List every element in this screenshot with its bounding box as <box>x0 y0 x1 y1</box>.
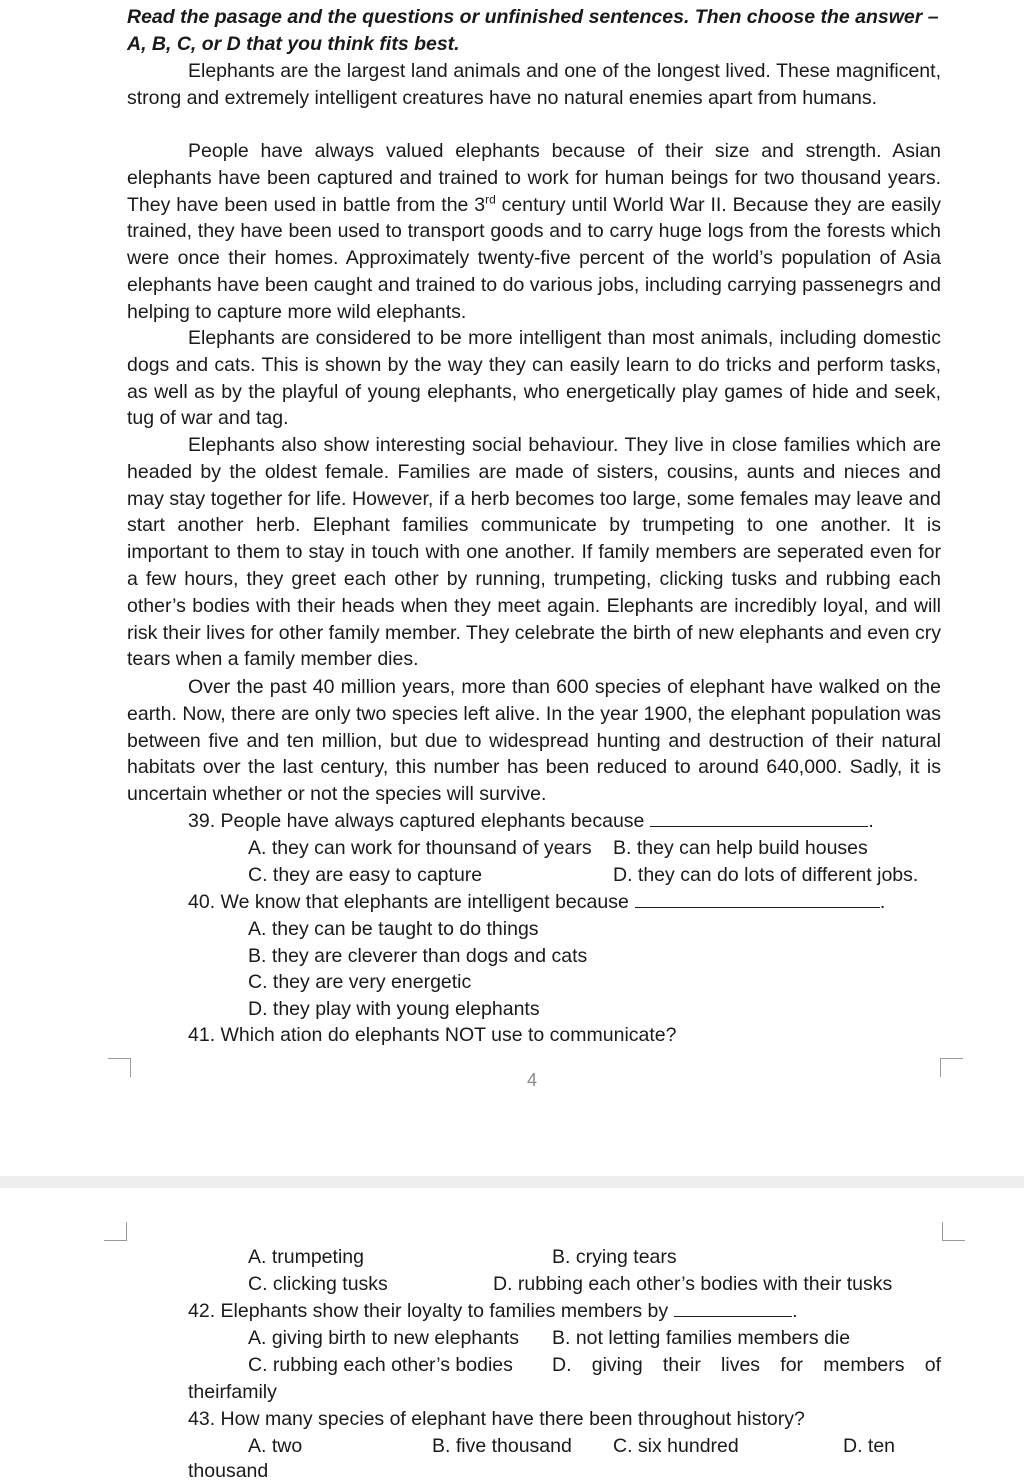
passage-paragraph-2: People have always valued elephants because of their size and strength. Asian elephants have been captured and trained to work for human beings for two thousand years. They have been used in battle from the 3rd century until World War II. Because they are easily trained, they have been used to transport goods and to carry huge logs from the forests which were once their homes. Approximately twenty-five percent of the world’s population of Asia elephants have been caught and trained to do various jobs, including carrying passenegrs and helping to capture more wild elephants. <box>127 140 941 323</box>
crop-mark-top-left <box>104 1222 127 1241</box>
crop-mark-top-right <box>942 1222 965 1241</box>
q40-option-c: C. they are very energetic <box>248 971 472 993</box>
q42-option-d-continued: theirfamily <box>188 1381 277 1403</box>
question-43: 43. How many species of elephant have there been throughout history? <box>188 1408 805 1430</box>
q40-option-b: B. they are cleverer than dogs and cats <box>248 945 588 967</box>
q39-option-c: C. they are easy to capture <box>248 864 483 886</box>
q43-option-d-continued: thousand <box>188 1460 269 1482</box>
q43-option-b: B. five thousand <box>432 1435 572 1457</box>
q41-option-d: D. rubbing each other’s bodies with their tusks <box>493 1273 893 1295</box>
q40-option-d: D. they play with young elephants <box>248 998 540 1020</box>
instructions-line-2: A, B, C, or D that you think fits best. <box>127 33 460 55</box>
passage-paragraph-1: Elephants are the largest land animals and one of the longest lived. These magnificent, strong and extremely intelligent creatures have no natural enemies apart from humans. <box>127 60 941 109</box>
q42-option-b: B. not letting families members die <box>552 1327 851 1349</box>
page-gap <box>0 1176 1024 1188</box>
q42-option-d: D. giving their lives for members of <box>552 1354 941 1376</box>
q43-option-a: A. two <box>248 1435 303 1457</box>
q40-option-a: A. they can be taught to do things <box>248 918 539 940</box>
q41-option-b: B. crying tears <box>552 1246 677 1268</box>
instructions-line-1: Read the pasage and the questions or unfinished sentences. Then choose the answer – <box>127 6 939 28</box>
passage-paragraph-5: Over the past 40 million years, more than 600 species of elephant have walked on the earth. Now, there are only two species left alive. In the year 1900, the elephant population was between five and ten million, but due to widespread hunting and destruction of their natural habitats over the last century, this number has been reduced to around 640,000. Sadly, it is uncertain whether or not the species will survive. <box>127 676 941 806</box>
question-42: 42. Elephants show their loyalty to families members by . <box>188 1300 798 1322</box>
page-number: 4 <box>527 1070 538 1090</box>
q39-option-d: D. they can do lots of different jobs. <box>613 864 919 886</box>
answer-blank <box>674 1315 792 1317</box>
question-40: 40. We know that elephants are intelligent because . <box>188 891 886 913</box>
crop-mark-bottom-right <box>940 1058 963 1077</box>
crop-mark-bottom-left <box>108 1058 131 1077</box>
question-39: 39. People have always captured elephants because . <box>188 810 874 832</box>
q43-option-d: D. ten <box>843 1435 896 1457</box>
passage-paragraph-4: Elephants also show interesting social behaviour. They live in close families which are headed by the oldest female. Families are made of sisters, cousins, aunts and nieces and may stay together for life. However, if a herb becomes too large, some females may leave and start another herb. Elephant families communicate by trumpeting to one another. It is important to them to stay in touch with one another. If family members are seperated even for a few hours, they greet each other by running, trumpeting, clicking tusks and rubbing each other’s bodies with their heads when they meet again. Elephants are incredibly loyal, and will risk their lives for other family member. They celebrate the birth of new elephants and even cry tears when a family member dies. <box>127 434 941 671</box>
passage-paragraph-3: Elephants are considered to be more intelligent than most animals, including domestic dogs and cats. This is shown by the way they can easily learn to do tricks and perform tasks, as well as by the playful of young elephants, who energetically play games of hide and seek, tug of war and tag. <box>127 327 941 430</box>
q41-option-c: C. clicking tusks <box>248 1273 388 1295</box>
superscript-rd: rd <box>485 192 496 207</box>
q42-option-c: C. rubbing each other’s bodies <box>248 1354 513 1376</box>
q39-option-b: B. they can help build houses <box>613 837 868 859</box>
answer-blank <box>635 906 880 908</box>
q43-option-c: C. six hundred <box>613 1435 739 1457</box>
q39-option-a: A. they can work for thounsand of years <box>248 837 592 859</box>
q42-option-a: A. giving birth to new elephants <box>248 1327 520 1349</box>
answer-blank <box>650 825 868 827</box>
q41-option-a: A. trumpeting <box>248 1246 364 1268</box>
question-41: 41. Which ation do elephants NOT use to communicate? <box>188 1024 677 1046</box>
